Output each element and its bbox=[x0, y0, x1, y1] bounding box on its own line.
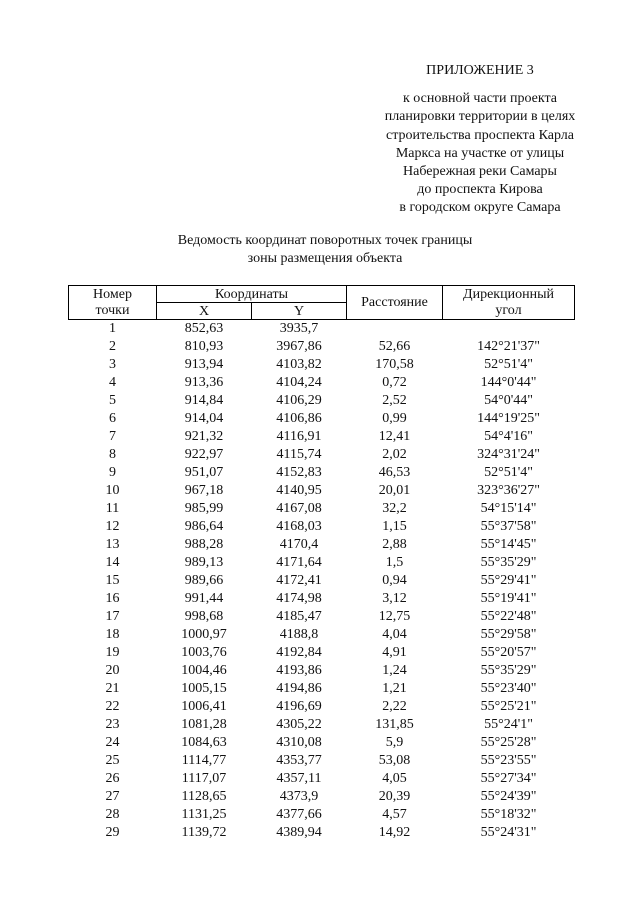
cell-distance: 12,75 bbox=[378, 609, 411, 624]
cell-distance: 170,58 bbox=[375, 357, 414, 372]
cell-number: 27 bbox=[105, 789, 120, 804]
table-row bbox=[69, 374, 575, 392]
cell-x: 921,32 bbox=[184, 429, 224, 444]
cell-y: 4103,82 bbox=[276, 357, 322, 372]
table-row bbox=[69, 680, 575, 698]
cell-number: 5 bbox=[109, 393, 116, 408]
cell-angle bbox=[443, 320, 575, 339]
cell-x: 913,94 bbox=[184, 357, 224, 372]
appendix-title: ПРИЛОЖЕНИЕ 3 bbox=[426, 63, 534, 78]
table-row bbox=[69, 518, 575, 536]
cell-y: 4377,66 bbox=[276, 807, 322, 822]
cell-angle: 52°51'4" bbox=[484, 465, 533, 480]
cell-number: 9 bbox=[109, 465, 116, 480]
cell-y: 4196,69 bbox=[276, 699, 322, 714]
cell-angle: 55°18'32" bbox=[480, 807, 537, 822]
cell-y: 4106,86 bbox=[276, 411, 322, 426]
cell-distance: 53,08 bbox=[378, 753, 411, 768]
cell-angle: 55°24'31" bbox=[480, 825, 537, 840]
cell-x: 922,97 bbox=[184, 447, 224, 462]
cell-y: 4172,41 bbox=[276, 573, 322, 588]
cell-angle: 55°29'58" bbox=[480, 627, 537, 642]
cell-y: 4115,74 bbox=[276, 447, 322, 462]
table-row bbox=[69, 734, 575, 752]
cell-number: 8 bbox=[109, 447, 116, 462]
cell-number: 14 bbox=[105, 555, 120, 570]
cell-x: 951,07 bbox=[184, 465, 224, 480]
cell-number: 28 bbox=[105, 807, 120, 822]
cell-distance: 32,2 bbox=[382, 501, 407, 516]
header-angle-bottom: угол bbox=[443, 303, 575, 320]
cell-number: 20 bbox=[105, 663, 120, 678]
cell-distance: 20,01 bbox=[378, 483, 411, 498]
table-row bbox=[69, 446, 575, 464]
cell-number: 1 bbox=[109, 321, 116, 336]
cell-angle: 55°37'58" bbox=[480, 519, 537, 534]
cell-number: 10 bbox=[105, 483, 120, 498]
cell-angle: 144°0'44" bbox=[480, 375, 537, 390]
cell-distance: 2,52 bbox=[382, 393, 407, 408]
cell-x: 1000,97 bbox=[181, 627, 227, 642]
cell-x: 967,18 bbox=[184, 483, 224, 498]
heading-line-2: зоны размещения объекта bbox=[247, 251, 403, 267]
cell-y: 4194,86 bbox=[276, 681, 322, 696]
table-row bbox=[69, 644, 575, 662]
table-heading bbox=[120, 232, 530, 268]
cell-y: 4167,08 bbox=[276, 501, 322, 516]
table-row bbox=[69, 698, 575, 716]
cell-number: 22 bbox=[105, 699, 120, 714]
header-coordinates: Координаты bbox=[157, 286, 347, 303]
cell-number: 15 bbox=[105, 573, 120, 588]
cell-distance: 4,04 bbox=[382, 627, 407, 642]
cell-number: 24 bbox=[105, 735, 120, 750]
cell-y: 4192,84 bbox=[276, 645, 322, 660]
cell-distance: 2,02 bbox=[382, 447, 407, 462]
cell-distance: 1,15 bbox=[382, 519, 407, 534]
cell-angle: 55°20'57" bbox=[480, 645, 537, 660]
cell-x: 1128,65 bbox=[181, 789, 227, 804]
table-row bbox=[69, 716, 575, 734]
table-row bbox=[69, 536, 575, 554]
table-row bbox=[69, 410, 575, 428]
cell-number: 21 bbox=[105, 681, 120, 696]
heading-line-1: Ведомость координат поворотных точек границы bbox=[177, 233, 473, 248]
cell-x: 810,93 bbox=[184, 339, 224, 354]
cell-number: 3 bbox=[109, 357, 116, 372]
header-angle-top: Дирекционный bbox=[443, 286, 575, 303]
table-row bbox=[69, 752, 575, 770]
cell-distance: 2,22 bbox=[382, 699, 407, 714]
cell-angle: 54°0'44" bbox=[484, 393, 533, 408]
header-x: X bbox=[157, 303, 252, 320]
cell-distance: 1,24 bbox=[382, 663, 407, 678]
cell-y: 4373,9 bbox=[279, 789, 319, 804]
table-body bbox=[69, 320, 575, 843]
cell-number: 7 bbox=[109, 429, 116, 444]
cell-distance: 20,39 bbox=[378, 789, 411, 804]
cell-x: 1081,28 bbox=[181, 717, 227, 732]
cell-number: 29 bbox=[105, 825, 120, 840]
cell-distance: 0,72 bbox=[382, 375, 407, 390]
cell-x: 989,66 bbox=[184, 573, 224, 588]
appendix-line: до проспекта Кирова bbox=[417, 182, 543, 198]
table-row bbox=[69, 608, 575, 626]
cell-angle: 54°15'14" bbox=[480, 501, 537, 516]
cell-y: 4188,8 bbox=[279, 627, 319, 642]
cell-x: 989,13 bbox=[184, 555, 224, 570]
cell-x: 985,99 bbox=[184, 501, 224, 516]
cell-angle: 55°24'39" bbox=[480, 789, 537, 804]
cell-distance: 131,85 bbox=[375, 717, 414, 732]
cell-angle: 55°35'29" bbox=[480, 663, 537, 678]
cell-number: 4 bbox=[109, 375, 116, 390]
cell-distance: 3,12 bbox=[382, 591, 407, 606]
cell-number: 18 bbox=[105, 627, 120, 642]
cell-number: 11 bbox=[105, 501, 120, 516]
cell-x: 914,04 bbox=[184, 411, 224, 426]
cell-x: 1139,72 bbox=[181, 825, 227, 840]
cell-x: 1117,07 bbox=[181, 771, 227, 786]
cell-number: 2 bbox=[109, 339, 116, 354]
appendix-line: Набережная реки Самары bbox=[403, 163, 557, 179]
cell-distance: 4,57 bbox=[382, 807, 407, 822]
table-row bbox=[69, 356, 575, 374]
cell-x: 1004,46 bbox=[181, 663, 227, 678]
cell-angle: 55°19'41" bbox=[480, 591, 537, 606]
table-row bbox=[69, 590, 575, 608]
appendix-line: к основной части проекта bbox=[402, 91, 558, 107]
cell-x: 1005,15 bbox=[181, 681, 227, 696]
cell-number: 12 bbox=[105, 519, 120, 534]
cell-y: 4106,29 bbox=[276, 393, 322, 408]
appendix-line: планировки территории в целях bbox=[384, 109, 576, 125]
cell-x: 913,36 bbox=[184, 375, 224, 390]
cell-angle: 52°51'4" bbox=[484, 357, 533, 372]
table-row bbox=[69, 392, 575, 410]
cell-angle: 55°25'21" bbox=[480, 699, 537, 714]
table-row bbox=[69, 554, 575, 572]
cell-number: 13 bbox=[105, 537, 120, 552]
cell-y: 4104,24 bbox=[276, 375, 322, 390]
cell-angle: 55°35'29" bbox=[480, 555, 537, 570]
cell-y: 4389,94 bbox=[276, 825, 322, 840]
header-number-bottom: точки bbox=[69, 303, 157, 320]
appendix-line: Маркса на участке от улицы bbox=[395, 145, 565, 161]
table-row bbox=[69, 824, 575, 842]
cell-y: 4310,08 bbox=[276, 735, 322, 750]
table-row bbox=[69, 770, 575, 788]
cell-angle: 144°19'25" bbox=[477, 411, 540, 426]
appendix-subtitle bbox=[320, 90, 640, 217]
cell-x: 852,63 bbox=[184, 321, 224, 336]
cell-y: 3967,86 bbox=[276, 339, 322, 354]
cell-y: 4193,86 bbox=[276, 663, 322, 678]
cell-angle: 142°21'37" bbox=[477, 339, 540, 354]
header-distance: Расстояние bbox=[347, 286, 443, 320]
cell-angle: 55°22'48" bbox=[480, 609, 537, 624]
cell-angle: 54°4'16" bbox=[484, 429, 533, 444]
cell-angle: 55°27'34" bbox=[480, 771, 537, 786]
header-y: Y bbox=[252, 303, 347, 320]
cell-x: 1006,41 bbox=[181, 699, 227, 714]
cell-y: 4140,95 bbox=[276, 483, 322, 498]
cell-distance: 46,53 bbox=[378, 465, 411, 480]
cell-distance bbox=[347, 320, 443, 339]
cell-angle: 323°36'27" bbox=[477, 483, 540, 498]
cell-angle: 55°14'45" bbox=[480, 537, 537, 552]
cell-y: 4171,64 bbox=[276, 555, 322, 570]
cell-number: 16 bbox=[105, 591, 120, 606]
cell-x: 998,68 bbox=[184, 609, 224, 624]
cell-x: 1114,77 bbox=[181, 753, 227, 768]
cell-distance: 2,88 bbox=[382, 537, 407, 552]
cell-x: 1084,63 bbox=[181, 735, 227, 750]
cell-distance: 12,41 bbox=[378, 429, 411, 444]
cell-number: 23 bbox=[105, 717, 120, 732]
cell-angle: 324°31'24" bbox=[477, 447, 540, 462]
cell-y: 4305,22 bbox=[276, 717, 322, 732]
cell-x: 988,28 bbox=[184, 537, 224, 552]
cell-y: 4152,83 bbox=[276, 465, 322, 480]
cell-number: 26 bbox=[105, 771, 120, 786]
table-row bbox=[69, 572, 575, 590]
appendix-line: строительства проспекта Карла bbox=[386, 127, 574, 143]
cell-distance: 14,92 bbox=[378, 825, 411, 840]
coordinates-table bbox=[68, 285, 575, 842]
table-row bbox=[69, 626, 575, 644]
cell-angle: 55°23'55" bbox=[480, 753, 537, 768]
table-row bbox=[69, 788, 575, 806]
table-row bbox=[69, 482, 575, 500]
cell-x: 1003,76 bbox=[181, 645, 227, 660]
cell-distance: 1,21 bbox=[382, 681, 407, 696]
appendix-line: в городском округе Самара bbox=[399, 200, 561, 216]
cell-number: 17 bbox=[105, 609, 120, 624]
cell-distance: 52,66 bbox=[378, 339, 411, 354]
cell-y: 4170,4 bbox=[279, 537, 319, 552]
table-row bbox=[69, 464, 575, 482]
table-row bbox=[69, 428, 575, 446]
cell-angle: 55°23'40" bbox=[480, 681, 537, 696]
cell-y: 4168,03 bbox=[276, 519, 322, 534]
cell-x: 1131,25 bbox=[181, 807, 227, 822]
cell-number: 25 bbox=[105, 753, 120, 768]
cell-distance: 4,91 bbox=[382, 645, 407, 660]
cell-number: 19 bbox=[105, 645, 120, 660]
cell-distance: 0,94 bbox=[382, 573, 407, 588]
cell-distance: 0,99 bbox=[382, 411, 407, 426]
cell-angle: 55°24'1" bbox=[484, 717, 533, 732]
header-number-top: Номер bbox=[69, 286, 157, 303]
cell-angle: 55°29'41" bbox=[480, 573, 537, 588]
table-row bbox=[69, 338, 575, 356]
cell-y: 4357,11 bbox=[276, 771, 322, 786]
cell-distance: 1,5 bbox=[385, 555, 404, 570]
cell-distance: 4,05 bbox=[382, 771, 407, 786]
table-row bbox=[69, 500, 575, 518]
cell-x: 914,84 bbox=[184, 393, 224, 408]
cell-x: 991,44 bbox=[184, 591, 224, 606]
cell-y: 3935,7 bbox=[279, 321, 319, 336]
cell-distance: 5,9 bbox=[385, 735, 404, 750]
cell-y: 4174,98 bbox=[276, 591, 322, 606]
cell-number: 6 bbox=[109, 411, 116, 426]
table-row bbox=[69, 806, 575, 824]
cell-y: 4185,47 bbox=[276, 609, 322, 624]
cell-x: 986,64 bbox=[184, 519, 224, 534]
cell-y: 4353,77 bbox=[276, 753, 322, 768]
cell-y: 4116,91 bbox=[276, 429, 322, 444]
table-row bbox=[69, 320, 575, 339]
appendix-block bbox=[320, 62, 640, 218]
cell-angle: 55°25'28" bbox=[480, 735, 537, 750]
table-row bbox=[69, 662, 575, 680]
